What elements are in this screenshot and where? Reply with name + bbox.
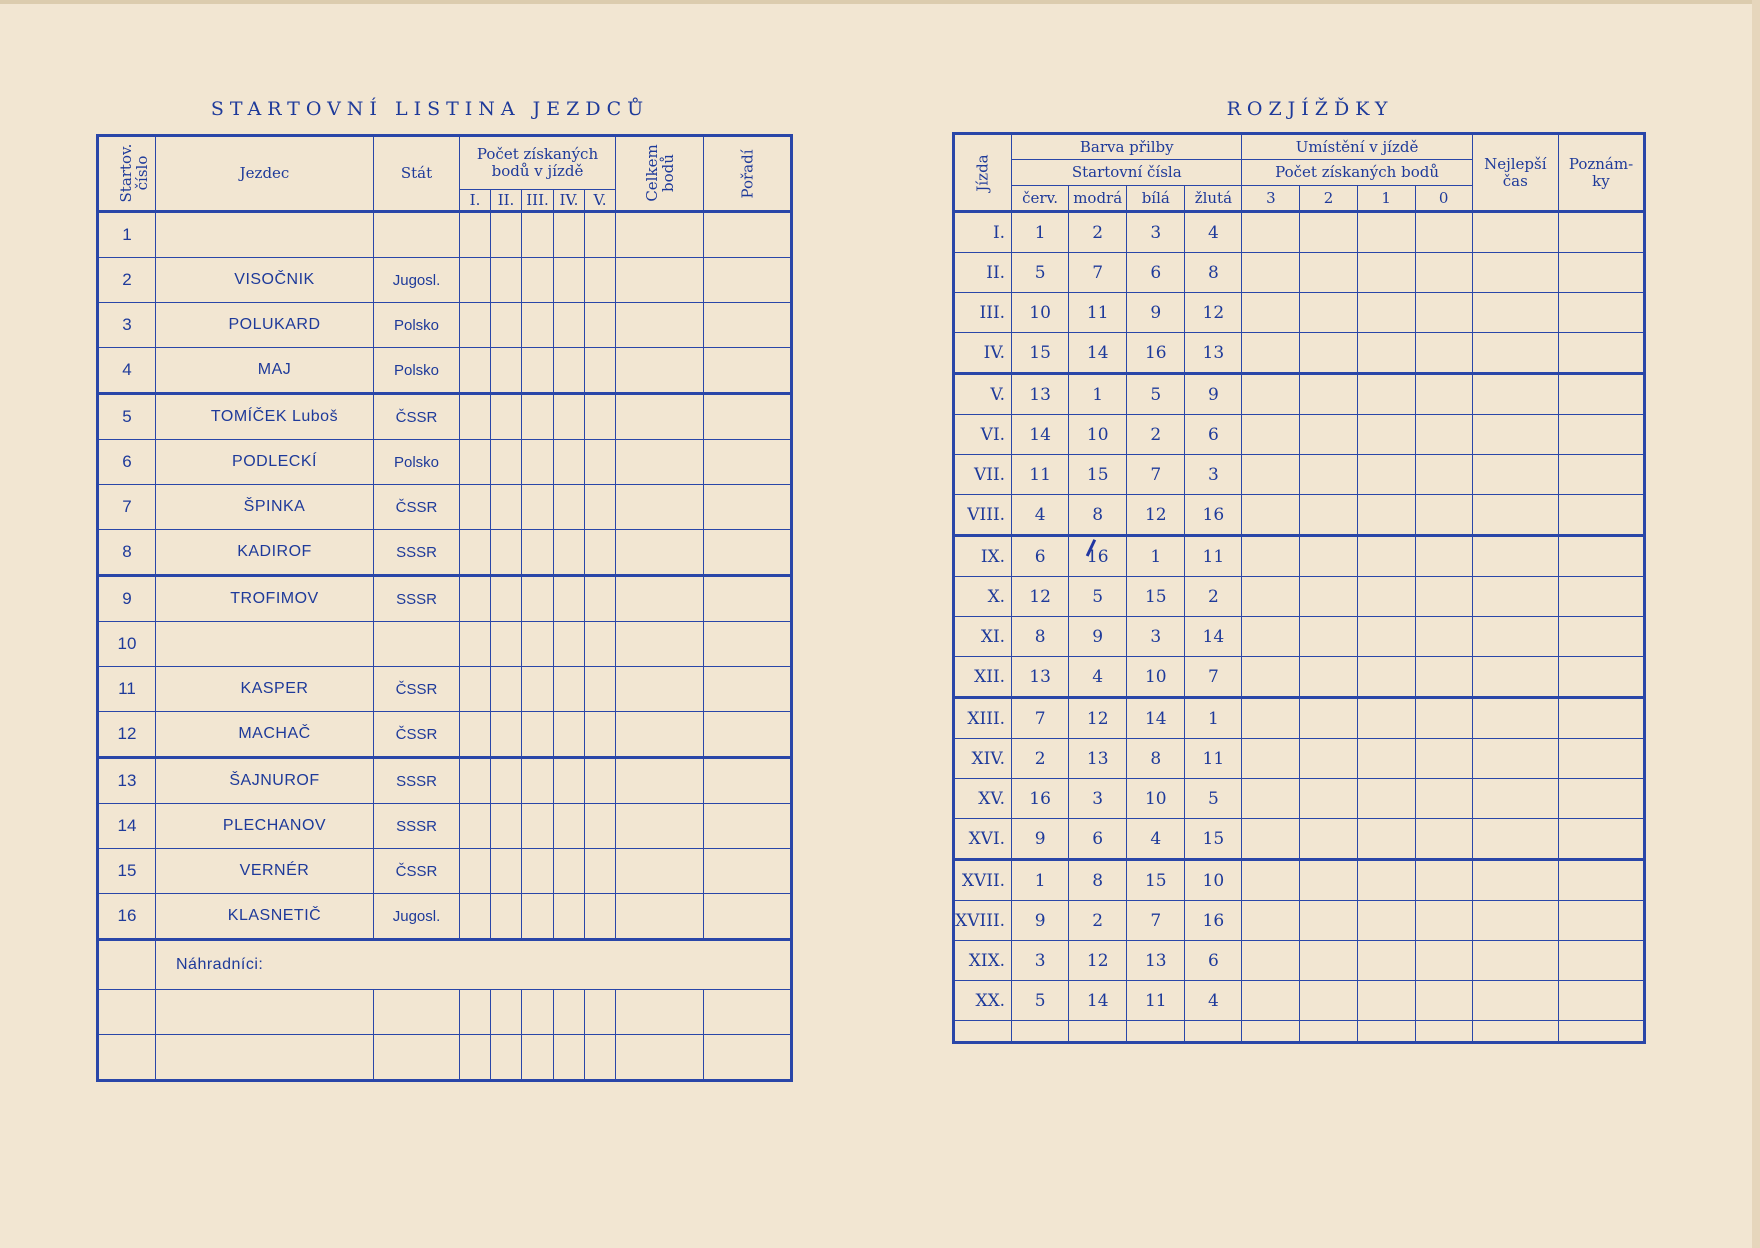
red-start-number: 10 (1012, 293, 1069, 333)
heat-row (954, 739, 1645, 779)
heat-rows (954, 212, 1645, 1043)
heat-row (954, 333, 1645, 374)
rider-number: 2 (98, 258, 156, 303)
color-yellow-header: žlutá (1185, 186, 1242, 212)
col-notes-header: Poznám-ky (1558, 134, 1644, 212)
red-start-number: 5 (1012, 981, 1069, 1021)
rider-row (98, 485, 792, 530)
rider-row (98, 804, 792, 849)
rider-state: ČSSR (374, 485, 460, 530)
blue-start-number: 13 (1069, 739, 1127, 779)
rider-name: ŠPINKA (156, 485, 374, 530)
white-start-number: 10 (1127, 657, 1185, 698)
heats-title: ROZJÍŽĎKY (1226, 98, 1394, 120)
rider-row (98, 258, 792, 303)
red-start-number: 9 (1012, 901, 1069, 941)
white-start-number: 9 (1127, 293, 1185, 333)
yellow-start-number: 8 (1185, 253, 1242, 293)
red-start-number: 11 (1012, 455, 1069, 495)
white-start-number: 15 (1127, 860, 1185, 901)
blue-start-number: 14 (1069, 981, 1127, 1021)
white-start-number: 13 (1127, 941, 1185, 981)
red-start-number: 13 (1012, 374, 1069, 415)
heat-col-4-header: IV. (554, 190, 585, 212)
rider-state: ČSSR (374, 712, 460, 758)
heat-number: XIX. (954, 941, 1012, 981)
paper-edge (0, 0, 1760, 4)
rider-state: ČSSR (374, 394, 460, 440)
yellow-start-number: 10 (1185, 860, 1242, 901)
heat-number: I. (954, 212, 1012, 253)
col-points-group-header: Počet získaných bodů v jízdě (460, 136, 616, 190)
blue-start-number: 2 (1069, 212, 1127, 253)
white-start-number: 4 (1127, 819, 1185, 860)
yellow-start-number: 6 (1185, 941, 1242, 981)
rider-row (98, 303, 792, 348)
red-start-number: 16 (1012, 779, 1069, 819)
col-heat-header: Jízda (954, 134, 1012, 212)
heat-col-2-header: II. (491, 190, 522, 212)
heat-row (954, 495, 1645, 536)
heat-number: XVII. (954, 860, 1012, 901)
col-placing-header: Umístění v jízdě (1242, 134, 1472, 160)
rider-state: Jugosl. (374, 894, 460, 940)
rider-number: 15 (98, 849, 156, 894)
col-state-header: Stát (374, 136, 460, 212)
heat-number: XVIII. (954, 901, 1012, 941)
yellow-start-number: 2 (1185, 577, 1242, 617)
blue-start-number: 12 (1069, 698, 1127, 739)
start-list-table-wrapper (96, 134, 790, 1082)
heat-number: XX. (954, 981, 1012, 1021)
points-1-header: 1 (1357, 186, 1415, 212)
rider-name: MACHAČ (156, 712, 374, 758)
points-2-header: 2 (1300, 186, 1357, 212)
rider-state (374, 212, 460, 258)
blank-row (98, 990, 792, 1035)
rider-state: Polsko (374, 440, 460, 485)
rider-name: TOMÍČEK Luboš (156, 394, 374, 440)
yellow-start-number: 5 (1185, 779, 1242, 819)
rider-row (98, 440, 792, 485)
heat-col-3-header: III. (522, 190, 554, 212)
heat-row (954, 374, 1645, 415)
col-start-number-header: Startov. číslo (98, 136, 156, 212)
blank-row (98, 1035, 792, 1081)
yellow-start-number: 16 (1185, 495, 1242, 536)
white-start-number: 5 (1127, 374, 1185, 415)
rider-row (98, 758, 792, 804)
heat-number: VI. (954, 415, 1012, 455)
color-blue-header: modrá (1069, 186, 1127, 212)
rider-number: 3 (98, 303, 156, 348)
red-start-number: 5 (1012, 253, 1069, 293)
rider-state (374, 622, 460, 667)
heat-col-1-header: I. (460, 190, 491, 212)
white-start-number: 1 (1127, 536, 1185, 577)
heat-number: IV. (954, 333, 1012, 374)
rider-state: SSSR (374, 530, 460, 576)
red-start-number: 9 (1012, 819, 1069, 860)
heats-table-wrapper (952, 132, 1646, 1044)
rider-name: KASPER (156, 667, 374, 712)
blue-start-number: 1 (1069, 374, 1127, 415)
rider-row (98, 394, 792, 440)
red-start-number: 3 (1012, 941, 1069, 981)
col-rider-header: Jezdec (156, 136, 374, 212)
white-start-number: 8 (1127, 739, 1185, 779)
start-list-table (96, 134, 793, 1082)
rider-number: 14 (98, 804, 156, 849)
rider-number: 12 (98, 712, 156, 758)
rider-number: 13 (98, 758, 156, 804)
yellow-start-number: 9 (1185, 374, 1242, 415)
rider-name: MAJ (156, 348, 374, 394)
rider-name: TROFIMOV (156, 576, 374, 622)
handwritten-tick-mark: 16 (1087, 547, 1109, 567)
heat-col-5-header: V. (585, 190, 616, 212)
heat-number: II. (954, 253, 1012, 293)
white-start-number: 7 (1127, 455, 1185, 495)
yellow-start-number: 11 (1185, 536, 1242, 577)
white-start-number: 6 (1127, 253, 1185, 293)
white-start-number: 3 (1127, 212, 1185, 253)
heat-number: V. (954, 374, 1012, 415)
rider-name: POLUKARD (156, 303, 374, 348)
color-white-header: bílá (1127, 186, 1185, 212)
heat-number: VII. (954, 455, 1012, 495)
rider-row (98, 622, 792, 667)
yellow-start-number: 14 (1185, 617, 1242, 657)
yellow-start-number: 4 (1185, 981, 1242, 1021)
red-start-number: 15 (1012, 333, 1069, 374)
rider-state: Polsko (374, 303, 460, 348)
blue-start-number: 15 (1069, 455, 1127, 495)
rider-row (98, 712, 792, 758)
rider-name: ŠAJNUROF (156, 758, 374, 804)
heat-row (954, 901, 1645, 941)
heat-number: XIII. (954, 698, 1012, 739)
heat-row (954, 657, 1645, 698)
rider-row (98, 667, 792, 712)
rider-row (98, 849, 792, 894)
substitutes-label: Náhradníci: (156, 940, 792, 990)
rider-state: SSSR (374, 758, 460, 804)
blue-start-number: 14 (1069, 333, 1127, 374)
heat-row (954, 253, 1645, 293)
heat-row (954, 819, 1645, 860)
col-order-header: Pořadí (704, 136, 792, 212)
rider-number: 11 (98, 667, 156, 712)
blue-start-number (1069, 536, 1127, 577)
col-start-numbers-header: Startovní čísla (1012, 160, 1242, 186)
rider-number: 4 (98, 348, 156, 394)
white-start-number: 16 (1127, 333, 1185, 374)
rider-name: KADIROF (156, 530, 374, 576)
rider-name: VERNÉR (156, 849, 374, 894)
paper-edge-right (1752, 0, 1760, 1248)
blue-start-number: 10 (1069, 415, 1127, 455)
col-best-time-header: Nejlepší čas (1472, 134, 1558, 212)
rider-number: 9 (98, 576, 156, 622)
heat-number: IX. (954, 536, 1012, 577)
heat-row (954, 536, 1645, 577)
white-start-number: 7 (1127, 901, 1185, 941)
white-start-number: 11 (1127, 981, 1185, 1021)
heat-row (954, 293, 1645, 333)
red-start-number: 2 (1012, 739, 1069, 779)
rider-name: PLECHANOV (156, 804, 374, 849)
rider-number: 1 (98, 212, 156, 258)
rider-number: 5 (98, 394, 156, 440)
blue-start-number: 12 (1069, 941, 1127, 981)
rider-row (98, 348, 792, 394)
rider-number: 10 (98, 622, 156, 667)
blue-start-number: 9 (1069, 617, 1127, 657)
blue-start-number: 8 (1069, 495, 1127, 536)
heat-row (954, 698, 1645, 739)
blue-start-number: 6 (1069, 819, 1127, 860)
white-start-number: 10 (1127, 779, 1185, 819)
red-start-number: 12 (1012, 577, 1069, 617)
rider-row (98, 212, 792, 258)
points-3-header: 3 (1242, 186, 1300, 212)
rider-number: 16 (98, 894, 156, 940)
white-start-number: 15 (1127, 577, 1185, 617)
yellow-start-number: 4 (1185, 212, 1242, 253)
rider-row (98, 576, 792, 622)
red-start-number: 14 (1012, 415, 1069, 455)
rider-name: PODLECKÍ (156, 440, 374, 485)
points-0-header: 0 (1415, 186, 1472, 212)
heats-table (952, 132, 1646, 1044)
rider-rows (98, 212, 792, 1081)
blank-bottom-row (954, 1021, 1645, 1043)
color-red-header: červ. (1012, 186, 1069, 212)
yellow-start-number: 11 (1185, 739, 1242, 779)
heat-number: XVI. (954, 819, 1012, 860)
rider-state: ČSSR (374, 667, 460, 712)
red-start-number: 1 (1012, 860, 1069, 901)
rider-row (98, 530, 792, 576)
red-start-number: 1 (1012, 212, 1069, 253)
rider-state: SSSR (374, 804, 460, 849)
red-start-number: 13 (1012, 657, 1069, 698)
yellow-start-number: 6 (1185, 415, 1242, 455)
heat-row (954, 779, 1645, 819)
red-start-number: 7 (1012, 698, 1069, 739)
rider-state: Polsko (374, 348, 460, 394)
yellow-start-number: 1 (1185, 698, 1242, 739)
rider-state: SSSR (374, 576, 460, 622)
heat-number: XIV. (954, 739, 1012, 779)
white-start-number: 14 (1127, 698, 1185, 739)
rider-name: KLASNETIČ (156, 894, 374, 940)
substitutes-row (98, 940, 792, 990)
white-start-number: 3 (1127, 617, 1185, 657)
white-start-number: 12 (1127, 495, 1185, 536)
start-list-title: STARTOVNÍ LISTINA JEZDCŮ (210, 98, 650, 120)
blue-start-number: 2 (1069, 901, 1127, 941)
col-helmet-color-header: Barva přilby (1012, 134, 1242, 160)
rider-state: ČSSR (374, 849, 460, 894)
yellow-start-number: 13 (1185, 333, 1242, 374)
red-start-number: 8 (1012, 617, 1069, 657)
blue-start-number: 5 (1069, 577, 1127, 617)
col-total-header: Celkem bodů (616, 136, 704, 212)
rider-name: VISOČNIK (156, 258, 374, 303)
heat-row (954, 860, 1645, 901)
blue-start-number: 4 (1069, 657, 1127, 698)
heat-number: XV. (954, 779, 1012, 819)
col-points-header: Počet získaných bodů (1242, 160, 1472, 186)
blue-start-number: 11 (1069, 293, 1127, 333)
heat-row (954, 941, 1645, 981)
yellow-start-number: 15 (1185, 819, 1242, 860)
yellow-start-number: 16 (1185, 901, 1242, 941)
red-start-number: 4 (1012, 495, 1069, 536)
red-start-number: 6 (1012, 536, 1069, 577)
yellow-start-number: 7 (1185, 657, 1242, 698)
heat-number: III. (954, 293, 1012, 333)
rider-name (156, 212, 374, 258)
heat-number: VIII. (954, 495, 1012, 536)
rider-row (98, 894, 792, 940)
heat-row (954, 212, 1645, 253)
blue-start-number: 8 (1069, 860, 1127, 901)
white-start-number: 2 (1127, 415, 1185, 455)
rider-number: 7 (98, 485, 156, 530)
heat-row (954, 577, 1645, 617)
heat-number: XII. (954, 657, 1012, 698)
rider-number: 6 (98, 440, 156, 485)
heat-number: XI. (954, 617, 1012, 657)
heat-row (954, 455, 1645, 495)
yellow-start-number: 3 (1185, 455, 1242, 495)
rider-name (156, 622, 374, 667)
heat-row (954, 981, 1645, 1021)
heat-row (954, 415, 1645, 455)
blue-start-number: 3 (1069, 779, 1127, 819)
yellow-start-number: 12 (1185, 293, 1242, 333)
rider-number: 8 (98, 530, 156, 576)
blue-start-number: 7 (1069, 253, 1127, 293)
heat-number: X. (954, 577, 1012, 617)
rider-state: Jugosl. (374, 258, 460, 303)
heat-row (954, 617, 1645, 657)
